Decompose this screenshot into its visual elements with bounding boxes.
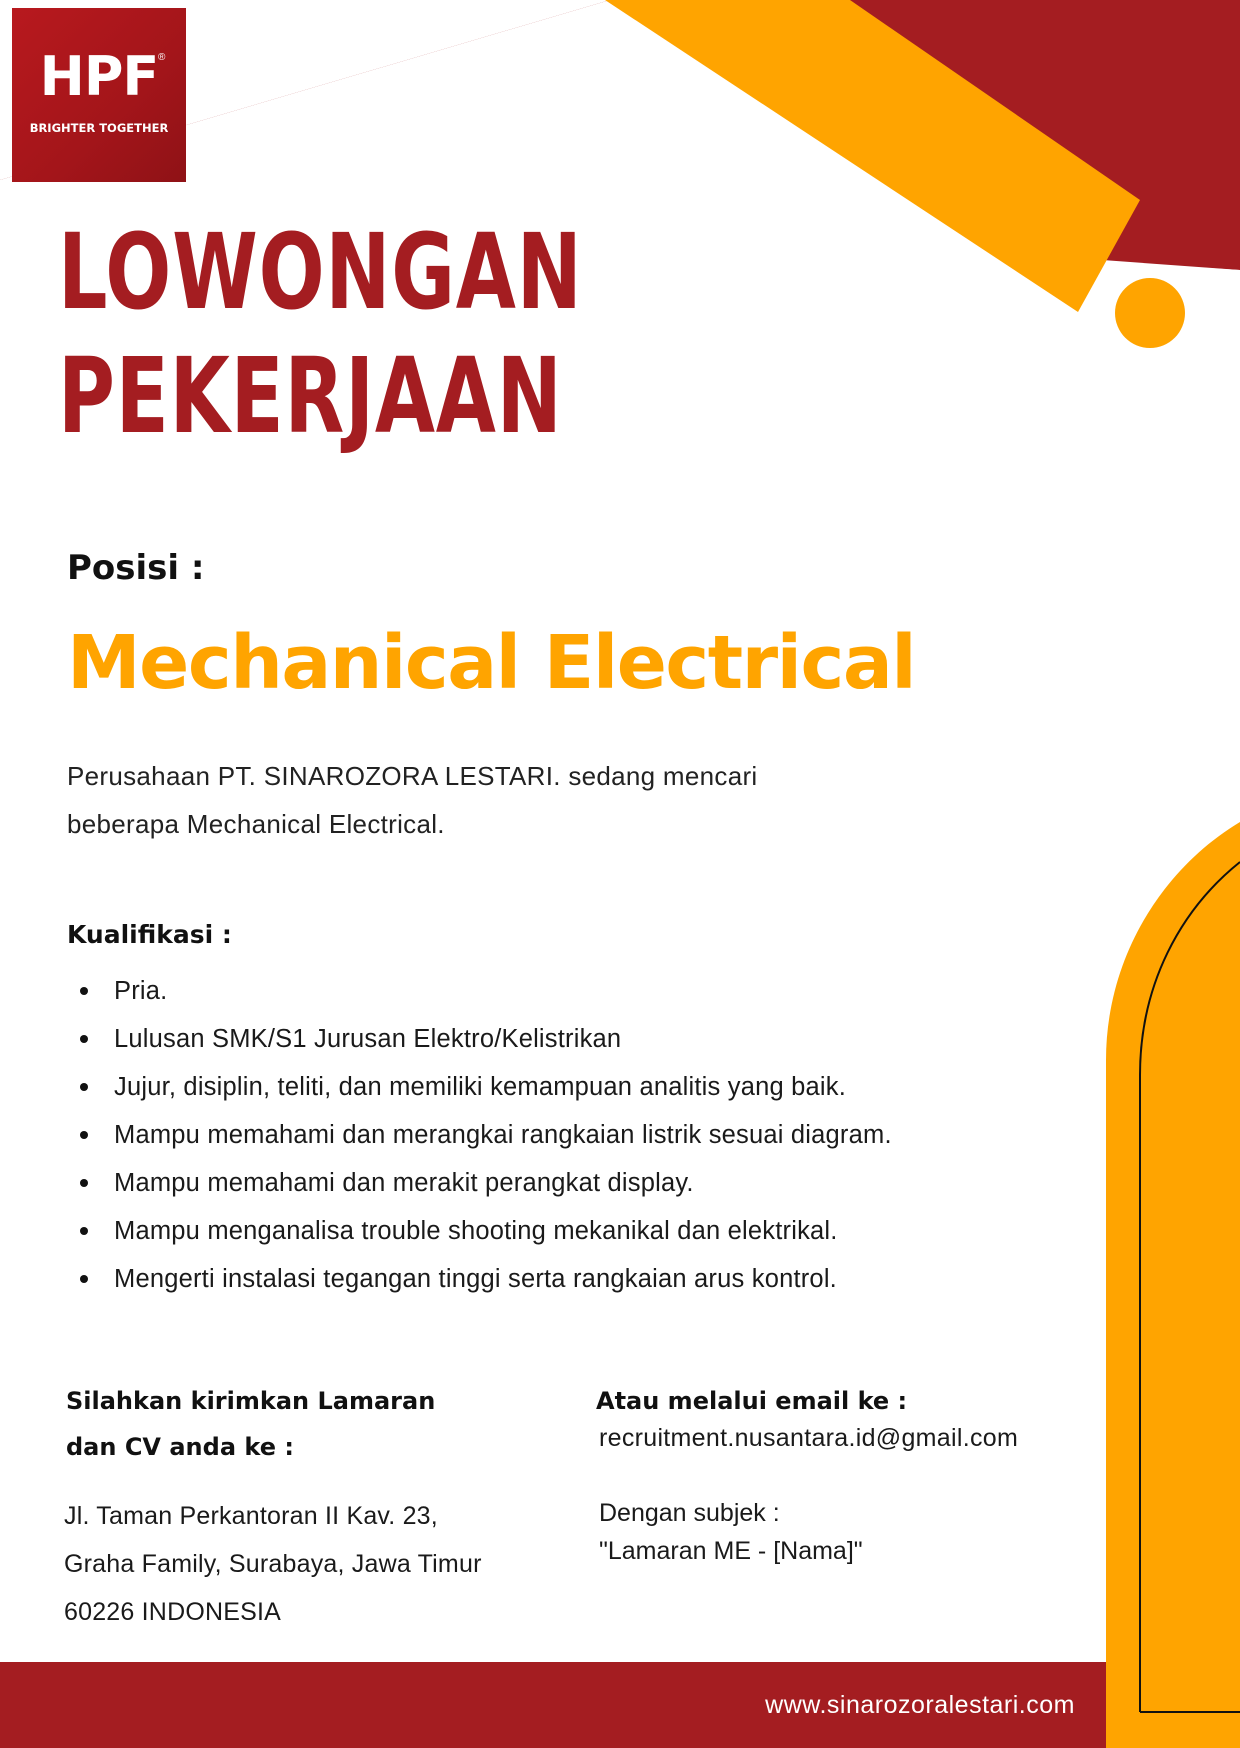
title-line-1: LOWONGAN — [58, 211, 583, 333]
position-label: Posisi : — [67, 548, 205, 588]
list-item: Mampu memahami dan merangkai rangkaian listrik sesuai diagram. — [67, 1111, 1047, 1159]
apply-title-line-2: dan CV anda ke : — [66, 1433, 294, 1461]
apply-title-line-1: Silahkan kirimkan Lamaran — [66, 1387, 436, 1415]
subject-label: Dengan subjek : — [599, 1499, 780, 1527]
email-title: Atau melalui email ke : — [596, 1387, 908, 1415]
title-line-2: PEKERJAAN — [58, 335, 563, 457]
list-item: Pria. — [67, 967, 1047, 1015]
qualifications-list — [67, 967, 1047, 1303]
list-item: Lulusan SMK/S1 Jurusan Elektro/Kelistrikan — [67, 1015, 1047, 1063]
intro-line-1: Perusahaan PT. SINAROZORA LESTARI. sedang mencari — [67, 761, 758, 791]
hpf-logo — [12, 8, 186, 182]
email-subject: "Lamaran ME - [Nama]" — [599, 1537, 863, 1565]
list-item: Mampu memahami dan merakit perangkat display. — [67, 1159, 1047, 1207]
list-item: Mengerti instalasi tegangan tinggi serta rangkaian arus kontrol. — [67, 1255, 1047, 1303]
email-address[interactable]: recruitment.nusantara.id@gmail.com — [599, 1424, 1019, 1452]
orange-arch — [1106, 822, 1240, 1748]
mailing-address — [64, 1492, 584, 1636]
address-line-1: Jl. Taman Perkantoran II Kav. 23, — [64, 1502, 438, 1530]
intro-line-2: beberapa Mechanical Electrical. — [67, 809, 445, 839]
address-line-3: 60226 INDONESIA — [64, 1598, 281, 1626]
registered-mark: ® — [158, 52, 166, 63]
page-title — [58, 210, 583, 458]
qualifications-title: Kualifikasi : — [67, 920, 232, 949]
address-line-2: Graha Family, Surabaya, Jawa Timur — [64, 1550, 482, 1578]
website-link[interactable]: www.sinarozoralestari.com — [765, 1691, 1075, 1719]
apply-title — [66, 1378, 526, 1470]
intro-text — [67, 752, 907, 848]
logo-mark: HPF — [39, 45, 159, 108]
logo-tagline: BRIGHTER TOGETHER — [29, 121, 169, 135]
orange-dot — [1115, 278, 1185, 348]
position-title: Mechanical Electrical — [67, 620, 916, 706]
list-item: Mampu menganalisa trouble shooting mekanikal dan elektrikal. — [67, 1207, 1047, 1255]
list-item: Jujur, disiplin, teliti, dan memiliki kemampuan analitis yang baik. — [67, 1063, 1047, 1111]
